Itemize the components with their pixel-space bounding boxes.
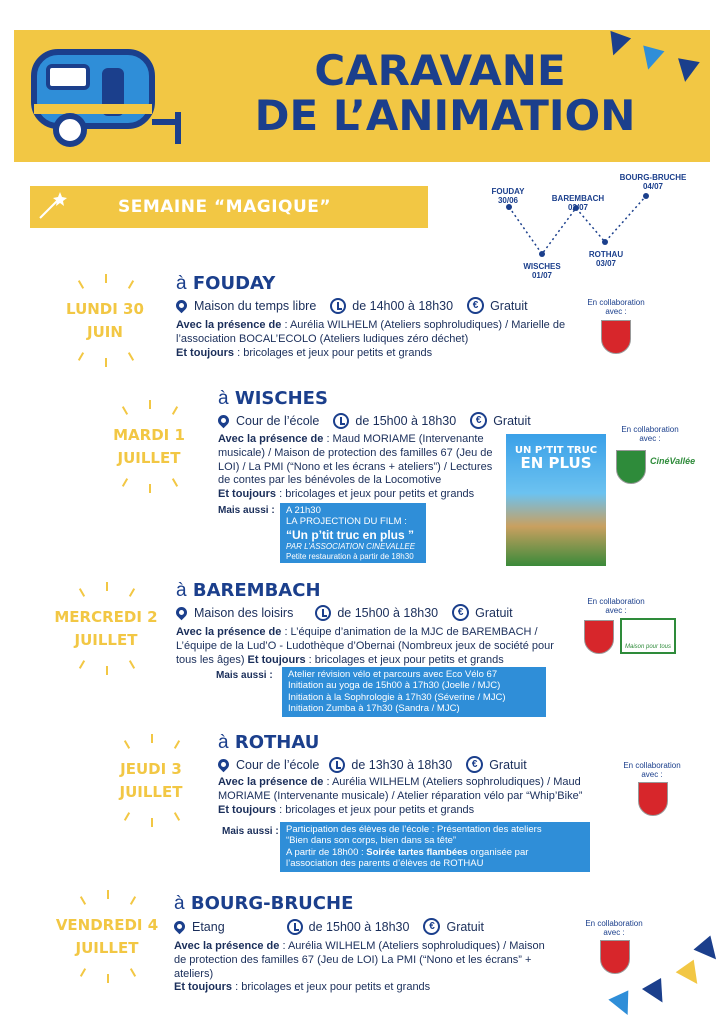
caravan-icon <box>28 46 190 152</box>
event-day-4: JEUDI 3 JUILLET <box>119 760 183 802</box>
event-town-4: à ROTHAU <box>218 732 320 753</box>
collab-label-1: En collaboration avec : <box>587 298 645 316</box>
sun-ray <box>130 968 136 977</box>
mais-aussi-label-4: Mais aussi : <box>222 826 279 837</box>
event-desc-3: Avec la présence de : L’équipe d’animation de la MJC de BAREMBACH / L’équipe de la Lud’O - Ludothèque d’Obernai (Nombreux jeux de société pour tous les âges) Et toujours : bricolages et jeux pour petits et grands <box>176 626 554 666</box>
event-desc-1: Avec la présence de : Aurélia WILHELM (Ateliers sophroludiques) / Marielle de l’association BOCAL’ECOLO (Ateliers ludiques zéro déchet) Et toujours : bricolages et jeux pour petits et grands <box>176 319 566 359</box>
clock-icon <box>329 757 345 773</box>
event-town-5: à BOURG-BRUCHE <box>174 893 354 914</box>
film-poster-image: UN P’TIT TRUC EN PLUS <box>506 434 606 566</box>
sun-ray <box>149 484 151 493</box>
mais-aussi-label-2: Mais aussi : <box>218 505 275 516</box>
route-dot <box>643 193 649 199</box>
event-info-5: Etang de 15h00 à 18h30 € Gratuit <box>174 918 484 935</box>
event-info-2: Cour de l’école de 15h00 à 18h30 € Gratuit <box>218 412 531 429</box>
event-info-3: Maison des loisirs de 15h00 à 18h30 € Gratuit <box>176 604 513 621</box>
fouday-crest-logo <box>601 320 631 354</box>
sun-ray <box>128 280 134 289</box>
bunting-flag <box>674 58 699 83</box>
event-town-3: à BAREMBACH <box>176 580 321 601</box>
event-day-3: MERCREDI 2 JUILLET <box>54 608 158 650</box>
bourg-bruche-crest-logo <box>600 940 630 974</box>
sun-ray <box>172 406 178 415</box>
sun-ray <box>107 974 109 983</box>
sun-ray <box>174 812 180 821</box>
event-desc-5: Avec la présence de : Aurélia WILHELM (Ateliers sophroludiques) / Maison de protection des familles 67 (Jeu de LOI) La PMI (“Nono et les écrans” + ateliers) Et toujours : bricolages et jeux pour petits et grands <box>174 940 545 994</box>
film-info-box: A 21h30 LA PROJECTION DU FILM : “Un p’tit truc en plus ” PAR L’ASSOCIATION CINEVALLEE Petite restauration à partir de 18h30 <box>280 503 426 563</box>
euro-icon: € <box>467 297 484 314</box>
collab-label-3: En collaboration avec : <box>587 597 645 615</box>
sun-ray <box>122 478 128 487</box>
title-line-1: CARAVANE <box>314 46 566 95</box>
collab-label-5: En collaboration avec : <box>585 919 643 937</box>
sun-ray <box>106 666 108 675</box>
route-stop-wisches: WISCHES 01/07 <box>523 262 561 281</box>
bunting-flag <box>676 960 707 991</box>
clock-icon <box>315 605 331 621</box>
sun-ray <box>122 406 128 415</box>
mais-aussi-label-3: Mais aussi : <box>216 670 273 681</box>
event-desc-4: Avec la présence de : Aurélia WILHELM (Ateliers sophroludiques) / Maud MORIAME (Intervenante musicale) / Atelier réparation vélo par “Whip’Bike” Et toujours : bricolages et jeux pour petits et grands <box>218 776 583 816</box>
bunting-flag <box>608 990 637 1019</box>
clock-icon <box>333 413 349 429</box>
event-info-1: Maison du temps libre de 14h00 à 18h30 € Gratuit <box>176 297 528 314</box>
sun-ray <box>105 274 107 283</box>
week-label: SEMAINE “MAGIQUE” <box>118 197 332 217</box>
sun-ray <box>172 478 178 487</box>
collab-label-4: En collaboration avec : <box>623 761 681 779</box>
event-town-1: à FOUDAY <box>176 273 276 294</box>
sun-ray <box>106 582 108 591</box>
activities-box-3: Atelier révision vélo et parcours avec Eco Vélo 67 Initiation au yoga de 15h00 à 17h30 (Joelle / MJC) Initiation à la Sophrologie à 17h30 (Séverine / MJC) Initiation Zumba à 17h30 (Sandra / MJC) <box>282 667 546 717</box>
sun-ray <box>128 352 134 361</box>
route-stop-bourg-bruche: BOURG-BRUCHE 04/07 <box>619 173 687 192</box>
event-info-4: Cour de l’école de 13h30 à 18h30 € Gratuit <box>218 756 527 773</box>
sun-ray <box>149 400 151 409</box>
sun-ray <box>124 740 130 749</box>
location-pin-icon <box>174 298 190 314</box>
activities-box-4: Participation des élèves de l’école : Présentation des ateliers “Bien dans son corps, bien dans sa tête” A partir de 18h00 : Soirée tartes flambées organisée par l’association des parents d’élèves de ROTHAU <box>280 822 590 872</box>
route-stop-barembach: BAREMBACH 02/07 <box>551 194 605 213</box>
sun-ray <box>80 896 86 905</box>
euro-icon: € <box>466 756 483 773</box>
route-stop-fouday: FOUDAY 30/06 <box>491 187 525 206</box>
bunting-flag <box>694 936 724 967</box>
sun-ray <box>105 358 107 367</box>
sun-ray <box>78 352 84 361</box>
sun-ray <box>151 734 153 743</box>
maison-pour-tous-logo: Maison pour tous <box>620 618 676 654</box>
euro-icon: € <box>452 604 469 621</box>
barembach-crest-logo <box>584 620 614 654</box>
clock-icon <box>287 919 303 935</box>
title-line-2: DE L’ANIMATION <box>254 91 636 140</box>
sun-ray <box>107 890 109 899</box>
bunting-flag <box>642 978 672 1008</box>
route-dot <box>539 251 545 257</box>
euro-icon: € <box>470 412 487 429</box>
event-day-2: MARDI 1 JUILLET <box>113 426 185 468</box>
event-town-2: à WISCHES <box>218 388 328 409</box>
sun-ray <box>78 280 84 289</box>
sun-ray <box>124 812 130 821</box>
route-stop-rothau: ROTHAU 03/07 <box>588 250 624 269</box>
sun-ray <box>151 818 153 827</box>
cinevallee-logo: CinéVallée <box>650 456 696 466</box>
sun-ray <box>80 968 86 977</box>
location-pin-icon <box>172 919 188 935</box>
sun-ray <box>129 588 135 597</box>
sun-ray <box>79 660 85 669</box>
wisches-crest-logo <box>616 450 646 484</box>
location-pin-icon <box>174 605 190 621</box>
collab-label-2: En collaboration avec : <box>621 425 679 443</box>
magic-wand-icon <box>34 188 70 224</box>
clock-icon <box>330 298 346 314</box>
location-pin-icon <box>216 413 232 429</box>
location-pin-icon <box>216 757 232 773</box>
sun-ray <box>130 896 136 905</box>
event-desc-2: Avec la présence de : Maud MORIAME (Intervenante musicale) / Maison de protection des familles 67 (Jeu de LOI) / La PMI (“Nono et les écrans + ateliers”) / Lectures de contes par les bénévoles de la Locomotive Et toujours : bricolages et jeux pour petits et grands <box>218 433 493 500</box>
event-day-5: VENDREDI 4 JUILLET <box>55 916 159 958</box>
sun-ray <box>174 740 180 749</box>
sun-ray <box>129 660 135 669</box>
euro-icon: € <box>423 918 440 935</box>
rothau-crest-logo <box>638 782 668 816</box>
route-dot <box>602 239 608 245</box>
event-day-1: LUNDI 30 JUIN <box>66 300 144 342</box>
sun-ray <box>79 588 85 597</box>
